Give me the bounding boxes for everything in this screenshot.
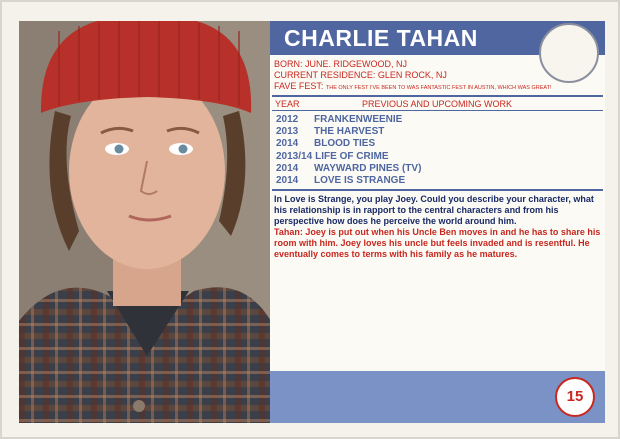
film-year: 2013/14 — [276, 151, 313, 162]
filmography-row — [276, 175, 405, 186]
card-number: 15 — [555, 377, 595, 417]
portrait-photo — [19, 21, 271, 423]
born-line: BORN: JUNE. RIDGEWOOD, NJ — [274, 59, 408, 69]
fave-fest-line — [274, 81, 552, 91]
film-title: THE HARVEST — [314, 126, 385, 137]
film-title: LIFE OF CRIME — [315, 151, 389, 162]
film-title: WAYWARD PINES (TV) — [314, 163, 422, 174]
logo-circle — [539, 23, 599, 83]
film-title: BLOOD TIES — [314, 138, 376, 149]
filmography-row — [276, 126, 384, 137]
interview-text — [274, 194, 601, 260]
divider — [272, 110, 603, 111]
fave-fest-label: FAVE FEST: — [274, 81, 324, 91]
divider — [272, 95, 603, 97]
work-column-header: PREVIOUS AND UPCOMING WORK — [362, 99, 513, 109]
year-column-header: YEAR — [275, 99, 300, 109]
divider — [272, 189, 603, 191]
film-year: 2012 — [276, 114, 299, 125]
film-title: FRANKENWEENIE — [314, 114, 403, 125]
portrait-illustration — [19, 21, 271, 423]
filmography-row — [276, 138, 375, 149]
film-year: 2013 — [276, 126, 299, 137]
filmography-row — [276, 114, 402, 125]
player-name: CHARLIE TAHAN — [284, 25, 478, 51]
filmography-row — [276, 151, 389, 162]
fave-fest-text: THE ONLY FEST I'VE BEEN TO WAS FANTASTIC FEST IN AUSTIN, WHICH WAS GREAT! — [325, 85, 552, 91]
film-year: 2014 — [276, 163, 299, 174]
interview-answer: Tahan: Joey is put out when his Uncle Ben moves in and he has to share his room with him. Joey loves his uncle but feels invaded and is resentful. He eventually comes to terms with his family as he matures. — [274, 227, 601, 259]
residence-line: CURRENT RESIDENCE: GLEN ROCK, NJ — [274, 70, 447, 80]
film-year: 2014 — [276, 138, 299, 149]
film-title: LOVE IS STRANGE — [314, 175, 406, 186]
filmography-row — [276, 163, 421, 174]
film-year: 2014 — [276, 175, 299, 186]
info-panel — [270, 21, 605, 423]
interview-question: In Love is Strange, you play Joey. Could you describe your character, what his relationship is in rapport to the central characters and from his perspective how does he perceive the world around him. — [274, 194, 594, 226]
